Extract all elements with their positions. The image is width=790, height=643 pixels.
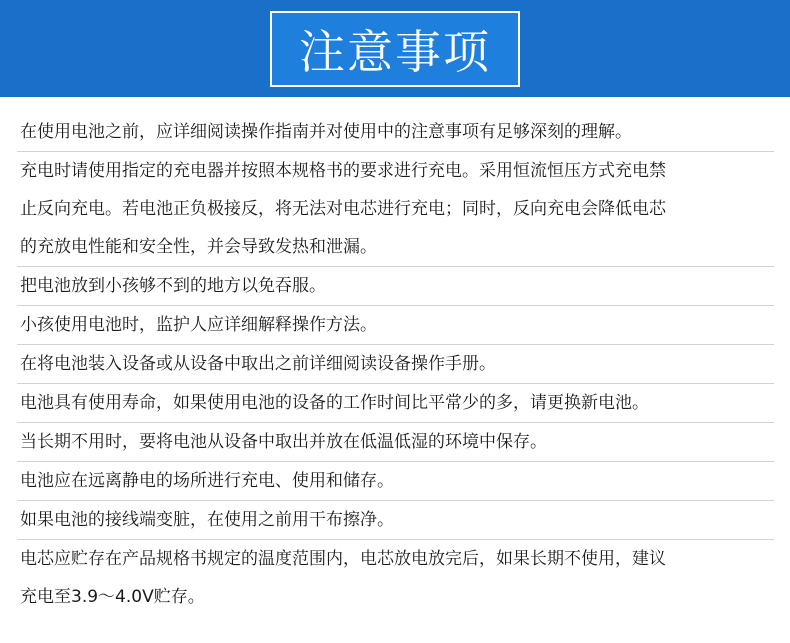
- list-item: [17, 152, 774, 267]
- item-text: 小孩使用电池时，监护人应详细解释操作方法。: [20, 315, 377, 335]
- item-text: 充电至3.9～4.0V贮存。: [20, 587, 205, 607]
- item-text: 的充放电性能和安全性，并会导致发热和泄漏。: [20, 237, 377, 257]
- item-text: 电池应在远离静电的场所进行充电、使用和储存。: [20, 471, 394, 491]
- notice-list: [0, 97, 790, 616]
- list-item: [17, 384, 774, 423]
- item-text: 把电池放到小孩够不到的地方以免吞服。: [20, 276, 326, 296]
- item-text: 止反向充电。若电池正负极接反，将无法对电芯进行充电；同时，反向充电会降低电芯: [20, 199, 666, 219]
- list-item: [17, 306, 774, 345]
- list-item: [17, 267, 774, 306]
- item-text: 在使用电池之前，应详细阅读操作指南并对使用中的注意事项有足够深刻的理解。: [20, 122, 632, 142]
- list-item: [17, 540, 774, 616]
- header-banner: [0, 0, 790, 97]
- item-text: 充电时请使用指定的充电器并按照本规格书的要求进行充电。采用恒流恒压方式充电禁: [20, 161, 666, 181]
- item-text: 在将电池装入设备或从设备中取出之前详细阅读设备操作手册。: [20, 354, 496, 374]
- item-text: 当长期不用时，要将电池从设备中取出并放在低温低湿的环境中保存。: [20, 432, 547, 452]
- list-item: [17, 423, 774, 462]
- list-item: [17, 345, 774, 384]
- item-text: 电池具有使用寿命，如果使用电池的设备的工作时间比平常少的多，请更换新电池。: [20, 393, 649, 413]
- page-title: 注意事项: [270, 11, 520, 87]
- list-item: [17, 501, 774, 540]
- list-item: [17, 113, 774, 152]
- item-text: 电芯应贮存在产品规格书规定的温度范围内，电芯放电放完后，如果长期不使用，建议: [20, 549, 666, 569]
- list-item: [17, 462, 774, 501]
- item-text: 如果电池的接线端变脏，在使用之前用干布擦净。: [20, 510, 394, 530]
